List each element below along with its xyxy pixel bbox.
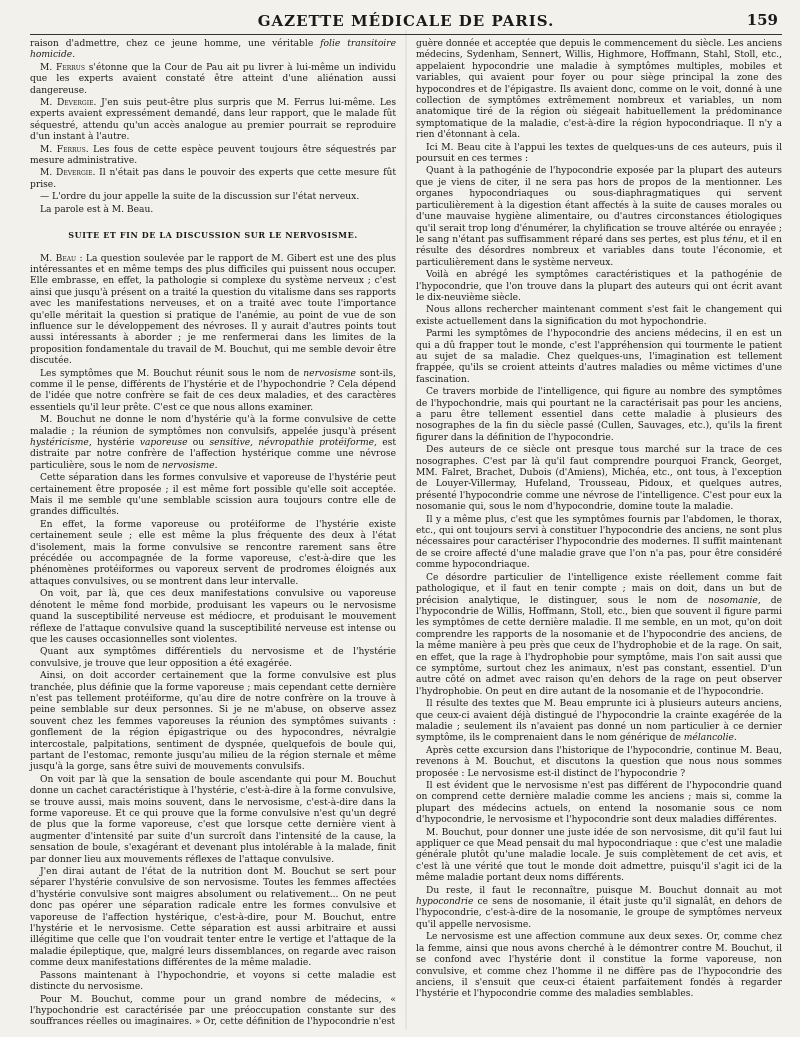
paragraph: On voit par là que la sensation de boule ascendante qui pour M. Bouchut donne un cachet caractéristique à l'hystérie, c'est-à-dire à la forme convulsive, se trouve aussi, mais moins souvent, dans le nervosisme, c'est-à-dire dans la forme vaporeuse. Et ce qui prouve que la forme convulsive n'est qu'un degré de plus que la forme vaporeuse, c'est que lorsque cette dernière vient à augmenter d'intensité par suite d'un surcroît dans l'intensité de la cause, la sensation de boule, s'exagérant et devenant plus intolérable à la malade, finit par donner lieu aux mouvements réflexes de l'attaque convulsive. [30, 774, 396, 865]
paragraph [30, 415, 396, 472]
paragraph: Ici M. Beau cite à l'appui les textes de quelques-uns de ces auteurs, puis il poursuit en ces termes : [416, 142, 782, 165]
speaker-name: M. Devergie. [40, 168, 96, 179]
paragraph: Des auteurs de ce siècle ont presque tous marché sur la trace de ces nosographes. C'est par là qu'il faut comprendre pourquoi Franck, Georget, MM. Falret, Brachet, Dubois (d'Amiens), Michéa, etc., ont tous, à l'exception de Louyer-Villermay, Hufeland, Trousseau, Pidoux, et quelques autres, présenté l'hypocondrie comme une névrose de l'intelligence. C'est pour eux la nosomanie qui, sous le nom d'hypocondrie, domine toute la maladie. [416, 445, 782, 513]
text-run: J'en suis peut-être plus surpris que M. Ferrus lui-même. Les experts avaient expressément demandé, dans leur rapport, que le malade fût séquestré, attendu qu'un accès analogue au premier pourrait se reproduire d'un instant à l'autre. [30, 98, 397, 143]
text-run: La question soulevée par le rapport de M. Gibert est une des plus intéressantes et en même temps des plus difficiles qui puissent nous occuper. Elle embrasse, en effet, la pathologie si complexe du système nerveux ; c'est ainsi que jusqu'à présent on a traité la question du vitalisme dans ses rapports avec les manifestations nerveuses, et on a traité avec toute l'importance qu'elle méritait la question si pratique de l'anémie, au point de vue de son influence sur le développement des névroses. Il y aurait d'autres points tout aussi intéressants à aborder ; je me renfermerai dans les limites de la proposition fondamentale du travail de M. Bouchut, qui me semble devoir être discutée. [30, 253, 396, 367]
text-run: ou [187, 438, 210, 448]
center-fold [405, 30, 407, 1030]
paragraph: Pour M. Bouchut, comme pour un grand nombre de médecins, « l'hypochondrie est caractérisée par une préoccupation constante sur des souffrances réelles ou imaginaires. » Or, cette définition de l'hypocondrie n'est [30, 994, 396, 1028]
right-column [416, 39, 782, 1030]
speaker-name: M. Ferrus. [40, 144, 89, 155]
paragraph: Après cette excursion dans l'historique de l'hypocondrie, continue M. Beau, revenons à M. Bouchut, et discutons la question que nous nous sommes proposée : Le nervosisme est-il distinct de l'hypocondrie ? [416, 745, 782, 779]
paragraph [416, 573, 782, 698]
paragraph: On voit, par là, que ces deux manifestations convulsive ou vaporeuse dénotent le même fond morbide, produisant les vapeurs ou le nervosisme quand la susceptibilité nerveuse est médiocre, et produisant le mouvement réflexe de l'attaque convulsive quand la susceptibilité nerveuse est intense ou que les causes occasionnelles sont violentes. [30, 589, 396, 645]
text-run: de l'hypocondrie de Willis, Hoffmann, Stoll, etc., bien que souvent il figure parmi les symptômes de cette dernière maladie. Il me semble, en un mot, qu'on doit comprendre les rapports de la nosomanie et de l'hypocondrie des anciens, de la même manière à peu près que ceux de l'hydrophobie et de la rage. On sait, en effet, que la rage à l'hydrophobie pour symptôme, mais l'on sait aussi que ce symptôme, surtout chez les animaux, n'est pas constant, essentiel. D'un autre côté on admet avec raison qu'en dehors de la rage on peut observer l'hydrophobie. On peut en dire autant de la nosomanie et de l'hypocondrie. [416, 595, 782, 697]
paragraph: Voilà en abrégé les symptômes caractéristiques et la pathogénie de l'hypocondrie, que l'on trouve dans la plupart des auteurs qui ont écrit avant le dix-neuvième siècle. [416, 270, 782, 303]
paragraph [30, 63, 396, 97]
emphasis: vaporeuse [139, 438, 188, 448]
emphasis: nosomanie, [707, 595, 761, 606]
text-run: est distraite par notre confrère de l'affection hystérique comme une névrose particulière, sous le nom de [30, 438, 397, 471]
journal-title: GAZETTE MÉDICALE DE PARIS. [257, 12, 555, 30]
paragraph: Ce travers morbide de l'intelligence, qui figure au nombre des symptômes de l'hypochondrie, mais qui pourtant ne la caractérisait pas pour les anciens, a paru être tellement essentiel dans cette maladie à plusieurs des nosographes de la fin du siècle passé (Cullen, Sauvages, etc.), qu'ils la firent figurer dans la définition de l'hypocondrie. [416, 387, 782, 443]
paragraph: Le nervosisme est une affection commune aux deux sexes. Or, comme chez la femme, ainsi que nous avons cherché à le démontrer contre M. Bouchut, il se confond avec l'hystérie dont il constitue la forme vaporeuse, non convulsive, et comme chez l'homme il ne diffère pas de l'hypocondrie des anciens, il s'ensuit que ceux-ci étaient parfaitement fondés à regarder l'hystérie et l'hypocondrie comme des maladies semblables. [416, 932, 782, 1000]
paragraph: — L'ordre du jour appelle la suite de la discussion sur l'état nerveux. [40, 192, 360, 203]
text-run: et il en résulte des désordres nombreux et variables dans toute l'économie, et particulièrement dans le système nerveux. [416, 234, 782, 268]
text-run: hystérie [91, 438, 140, 448]
paragraph: Cette séparation dans les formes convulsive et vaporeuse de l'hystérie peut certainement être proposée ; il est même fort possible qu'elle soit acceptée. Mais il me semble qu'une semblable scission aura toujours contre elle de grandes difficultés. [30, 473, 396, 518]
text-run: Les symptômes que M. Bouchut réunit sous le nom de [40, 368, 304, 379]
paragraph: M. Bouchut, pour donner une juste idée de son nervosisme, dit qu'il faut lui appliquer ce que Mead pensait du mal hypocondriaque : que c'est une maladie générale plutôt qu'une maladie locale. Je suis complètement de cet avis, et c'est là une vérité que tout le monde doit admettre, puisqu'il s'agit ici de la même maladie portant deux noms différents. [416, 827, 782, 884]
emphasis: ténu, [722, 234, 747, 245]
paragraph [416, 166, 782, 269]
paragraph [30, 254, 396, 368]
paragraph [416, 886, 782, 932]
paragraph [30, 369, 396, 415]
running-head [30, 8, 782, 35]
speaker-name: M. Beau : [40, 253, 83, 264]
emphasis: sensitive, névropathie protéiforme, [209, 438, 377, 448]
text-run: Les fous de cette espèce peuvent toujours être séquestrés par mesure administrative. [30, 144, 396, 167]
emphasis: folie transitoire homicide. [30, 39, 396, 61]
text-run: sont-ils, comme il le pense, différents de l'hystérie et de l'hypochondrie ? Cela dépend de l'idée que notre confrère se fait de ces deux maladies, et des caractères essentiels qu'il leur prête. C'est ce que nous allons examiner. [30, 368, 396, 413]
paragraph [30, 98, 396, 144]
page-number: 159 [746, 11, 778, 29]
paragraph: Nous allons rechercher maintenant comment s'est fait le changement qui existe actuellement dans la signification du mot hypochondrie. [416, 305, 782, 327]
speaker-name: M. Devergie. [40, 98, 97, 109]
speaker-name: M. Ferrus [40, 62, 85, 73]
text-run: raison d'admettre, chez ce jeune homme, une véritable [30, 39, 321, 49]
text-run: Quant à la pathogénie de l'hypocondrie exposée par la plupart des auteurs que je viens de citer, il ne sera pas hors de propos de la mentionner. Les organes hypocondriaques ou sous-diaphragmatiques qui servent particulièrement à la digestion étant affectés à la suite de causes morales ou d'une mauvaise hygiène alimentaire, ou d'autres circonstances étiologiques qu'il serait trop long d'énumérer, la chylification se trouve altérée ou enrayée ; le sang n'étant pas suffisamment réparé dans ses pertes, est plus [416, 166, 782, 245]
text-run: Il n'était pas dans le pouvoir des experts que cette mesure fût prise. [30, 168, 397, 190]
text-run: s'étonne que la Cour de Pau ait pu livrer à lui-même un individu que les experts avaient constaté être atteint d'une aliénation aussi dangereuse. [30, 62, 396, 96]
text-run: Il résulte des textes que M. Beau emprunte ici à plusieurs auteurs anciens, que ceux-ci avaient déjà distingué de l'hypocondrie la crainte exagérée de la maladie ; seulement ils n'avaient pas donné un nom particulier à ce dernier symptôme, ils le comprenaient dans le nom générique de [416, 699, 782, 744]
emphasis: hystéricisme, [30, 438, 92, 448]
paragraph [30, 168, 396, 191]
paragraph: Passons maintenant à l'hypochondrie, et voyons si cette maladie est distincte du nervosisme. [30, 970, 396, 993]
paragraph: La parole est à M. Beau. [40, 204, 154, 215]
emphasis: hypocondrie [416, 897, 474, 908]
paragraph: Quant aux symptômes différentiels du nervosisme et de l'hystérie convulsive, je trouve que leur opposition a été exagérée. [30, 647, 396, 669]
paragraph: Ainsi, on doit accorder certainement que la forme convulsive est plus tranchée, plus définie que la forme vaporeuse ; mais cependant cette dernière n'est pas tellement protéiforme, qu'au dire de notre confrère on la trouve à peine semblable sur deux personnes. Si je ne m'abuse, on observe assez souvent chez les femmes vaporeuses la réunion des symptômes suivants : gonflement de la région épigastrique ou des hypocondres, névralgie intercostale, palpitations, sentiment de dyspnée, quelquefois de boule qui, partant de l'estomac, remonte jusqu'au milieu de la région sternale et même jusqu'à la gorge, sans être suivi de mouvements convulsifs. [30, 671, 396, 773]
left-column [30, 39, 396, 1030]
paragraph: Il est évident que le nervosisme n'est pas différent de l'hypocondrie quand on comprend cette dernière maladie comme les anciens ; mais si, comme la plupart des médecins actuels, on entend la nosomanie sous ce nom d'hypocondrie, le nervosisme et l'hypocondrie sont deux maladies différentes. [416, 781, 782, 826]
section-title: SUITE ET FIN DE LA DISCUSSION SUR LE NERVOSISME. [68, 230, 358, 241]
text-run: Du reste, il faut le reconnaître, puisque M. Bouchut donnait au mot [426, 885, 782, 896]
paragraph: Il y a même plus, c'est que les symptômes fournis par l'abdomen, le thorax, etc., qui ont toujours servi à constituer l'hypocondrie des anciens, ne sont plus nécessaires pour caractériser l'hypocondrie des modernes. Il suffit maintenant de se croire affecté d'une maladie grave que l'on n'a pas, pour être considéré comme hypocondriaque. [416, 514, 782, 571]
paragraph [30, 39, 396, 62]
paragraph [30, 145, 396, 168]
paragraph: J'en dirai autant de l'état de la nutrition dont M. Bouchut se sert pour séparer l'hystérie convulsive de son nervosisme. Toutes les femmes affectées d'hystérie convulsive sont maigres absolument ou relativement... On ne peut donc pas opérer une séparation radicale entre les formes convulsive et vaporeuse de l'affection hystérique, c'est-à-dire, pour M. Bouchut, entre l'hystérie et le nervosisme. Cette séparation est aussi arbitraire et aussi illégitime que celle que l'on voudrait tenter entre le vertige et l'attaque de la maladie épileptique, que, malgré leurs dissemblances, on regarde avec raison comme deux manifestations différentes de la même maladie. [30, 867, 396, 969]
text-run: ce sens de nosomanie, il était juste qu'il signalât, en dehors de l'hypocondrie, c'est-à-dire de la nosomanie, le groupe de symptômes nerveux qu'il appelle nervosisme. [416, 897, 782, 930]
paragraph [416, 699, 782, 745]
paragraph: Parmi les symptômes de l'hypocondrie des anciens médecins, il en est un qui a dû frapper tout le monde, c'est l'appréhension qui tourmente le patient au sujet de sa maladie. Chez quelques-uns, l'imagination est tellement frappée, qu'ils se croient atteints d'autres maladies ou même victimes d'une fascination. [416, 329, 782, 385]
text-run: Ce désordre particulier de l'intelligence existe réellement comme fait pathologique, et il faut en tenir compte ; mais on doit, dans un but de précision analytique, le distinguer, sous le nom de [416, 572, 782, 606]
emphasis: nervosisme [303, 368, 356, 379]
paragraph: guère donnée et acceptée que depuis le commencement du siècle. Les anciens médecins, Sydenham, Sennert, Willis, Highmore, Hoffmann, Stahl, Stoll, etc., appelaient hypocondrie une maladie à symptômes multiples, mobiles et variables, qui avaient pour foyer ou pour siège principal la zone des hypocondres et de l'épigastre. Ils avaient donc, comme on le voit, donné à une collection de symptômes extrêmement nombreux et variables, un nom anatomique tiré de la région où siégeait habituellement la prédominance symptomatique de la maladie, c'est-à-dire la région hypocondriaque. Il n'y a rien d'étonnant à cela. [416, 39, 782, 141]
emphasis: mélancolie. [683, 733, 737, 744]
paragraph: En effet, la forme vaporeuse ou protéiforme de l'hystérie existe certainement seule ; elle est même la plus fréquente des deux à l'état d'isolement, mais la forme convulsive se rencontre rarement sans être précédée ou accompagnée de la forme vaporeuse, c'est-à-dire que les phénomènes protéiformes ou vaporeux servent de prodromes éloignés aux attaques convulsives, ou se montrent dans leur intervalle. [30, 519, 396, 587]
text-run: M. Bouchut ne donne le nom d'hystérie qu'à la forme convulsive de cette maladie ; la réunion de symptômes non convulsifs, appelée jusqu'à présent [30, 415, 396, 437]
emphasis: nervosisme. [161, 460, 218, 471]
